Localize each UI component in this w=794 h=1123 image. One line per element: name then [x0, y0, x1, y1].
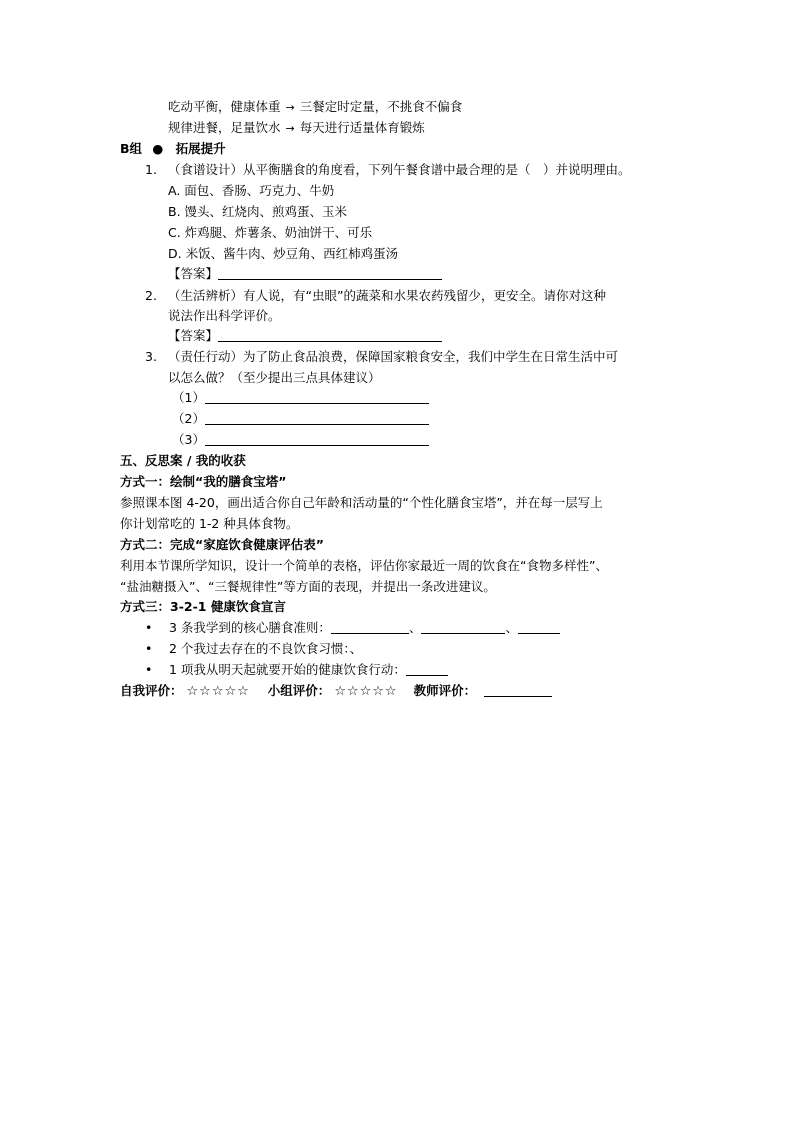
question-2-answer: [168, 327, 442, 344]
arrow-right-icon: →: [285, 101, 295, 114]
answer-blank[interactable]: [205, 391, 429, 404]
item-number: （3）: [172, 432, 205, 447]
group-b-title: 拓展提升: [175, 141, 226, 156]
summary-line-1: [168, 98, 462, 116]
answer-blank[interactable]: [518, 621, 560, 634]
question-1-number: 1.: [145, 162, 157, 177]
summary-line-2-right: 每天进行适量体育锻炼: [299, 120, 425, 135]
question-2-text-line-1: （生活辨析）有人说，有“虫眼”的蔬菜和水果农药残留少，更安全。请你对这种: [168, 288, 606, 303]
way-3-bullet-2: [145, 640, 362, 657]
reflection-heading: 五、反思案 / 我的收获: [120, 453, 246, 468]
question-1-option-b: B. 馒头、红烧肉、煎鸡蛋、玉米: [168, 204, 348, 219]
question-3-item-3: [172, 431, 429, 448]
question-1-option-a: A. 面包、香肠、巧克力、牛奶: [168, 183, 335, 198]
summary-line-2-left: 规律进餐，足量饮水: [168, 120, 281, 135]
answer-label: 【答案】: [168, 266, 219, 281]
question-3-number: 3.: [145, 349, 157, 364]
teacher-eval-blank[interactable]: [484, 684, 552, 697]
way-3-bullet-3: [145, 661, 448, 678]
question-3-item-1: [172, 389, 429, 406]
group-eval-label: 小组评价：: [267, 683, 331, 698]
answer-label: 【答案】: [168, 328, 219, 343]
item-number: （1）: [172, 390, 205, 405]
way-2-line-1: 利用本节课所学知识，设计一个简单的表格，评估你家最近一周的饮食在“食物多样性”、: [120, 558, 608, 573]
question-2-number: 2.: [145, 288, 157, 303]
teacher-eval-label: 教师评价：: [413, 683, 477, 698]
way-1-line-1: 参照课本图 4-20，画出适合你自己年龄和活动量的“个性化膳食宝塔”，并在每一层写上: [120, 495, 603, 510]
way-2-title: 方式二：完成“家庭饮食健康评估表”: [120, 537, 324, 552]
question-1-answer: [168, 265, 442, 282]
bullet-icon: ●: [152, 141, 164, 156]
separator: 、: [408, 620, 422, 635]
summary-line-2: [168, 119, 425, 137]
separator: 、: [505, 620, 518, 635]
question-3-text-line-2: 以怎么做？（至少提出三点具体建议）: [168, 370, 381, 385]
bullet-icon: •: [145, 641, 153, 656]
question-3-item-2: [172, 410, 429, 427]
way-2-line-2: “盐油糖摄入”、“三餐规律性”等方面的表现，并提出一条改进建议。: [120, 579, 496, 594]
group-eval-stars[interactable]: ☆☆☆☆☆: [334, 684, 398, 699]
answer-blank[interactable]: [331, 621, 409, 634]
item-number: （2）: [172, 411, 205, 426]
answer-blank[interactable]: [205, 433, 429, 446]
answer-blank[interactable]: [406, 663, 448, 676]
bullet-icon: •: [145, 662, 153, 677]
way-3-title: 方式三：3-2-1 健康饮食宣言: [120, 599, 286, 614]
way-3-item-2: 2 个我过去存在的不良饮食习惯：、: [169, 641, 363, 656]
arrow-right-icon: →: [285, 122, 295, 135]
self-eval-label: 自我评价：: [120, 683, 183, 698]
self-eval-stars[interactable]: ☆☆☆☆☆: [186, 684, 250, 699]
group-b-label: B组: [120, 141, 143, 156]
way-3-item-1: 3 条我学到的核心膳食准则：: [169, 620, 331, 635]
question-1-option-c: C. 炸鸡腿、炸薯条、奶油饼干、可乐: [168, 225, 373, 240]
bullet-icon: •: [145, 620, 153, 635]
way-1-title: 方式一：绘制“我的膳食宝塔”: [120, 474, 287, 489]
way-1-line-2: 你计划常吃的 1-2 种具体食物。: [120, 516, 299, 531]
answer-blank[interactable]: [421, 621, 505, 634]
evaluation-row: [120, 682, 552, 700]
way-3-bullet-1: [145, 619, 560, 636]
way-3-item-3: 1 项我从明天起就要开始的健康饮食行动：: [169, 662, 406, 677]
answer-blank[interactable]: [218, 267, 442, 280]
question-3-text-line-1: （责任行动）为了防止食品浪费，保障国家粮食安全，我们中学生在日常生活中可: [168, 349, 619, 364]
answer-blank[interactable]: [205, 412, 429, 425]
summary-line-1-right: 三餐定时定量，不挑食不偏食: [299, 99, 463, 114]
question-2-text-line-2: 说法作出科学评价。: [168, 308, 281, 323]
question-1-text: （食谱设计）从平衡膳食的角度看，下列午餐食谱中最合理的是（ ）并说明理由。: [168, 162, 631, 177]
group-b-heading: [120, 140, 226, 157]
question-1-option-d: D. 米饭、酱牛肉、炒豆角、西红柿鸡蛋汤: [168, 246, 399, 261]
answer-blank[interactable]: [218, 329, 442, 342]
summary-line-1-left: 吃动平衡，健康体重: [168, 99, 281, 114]
